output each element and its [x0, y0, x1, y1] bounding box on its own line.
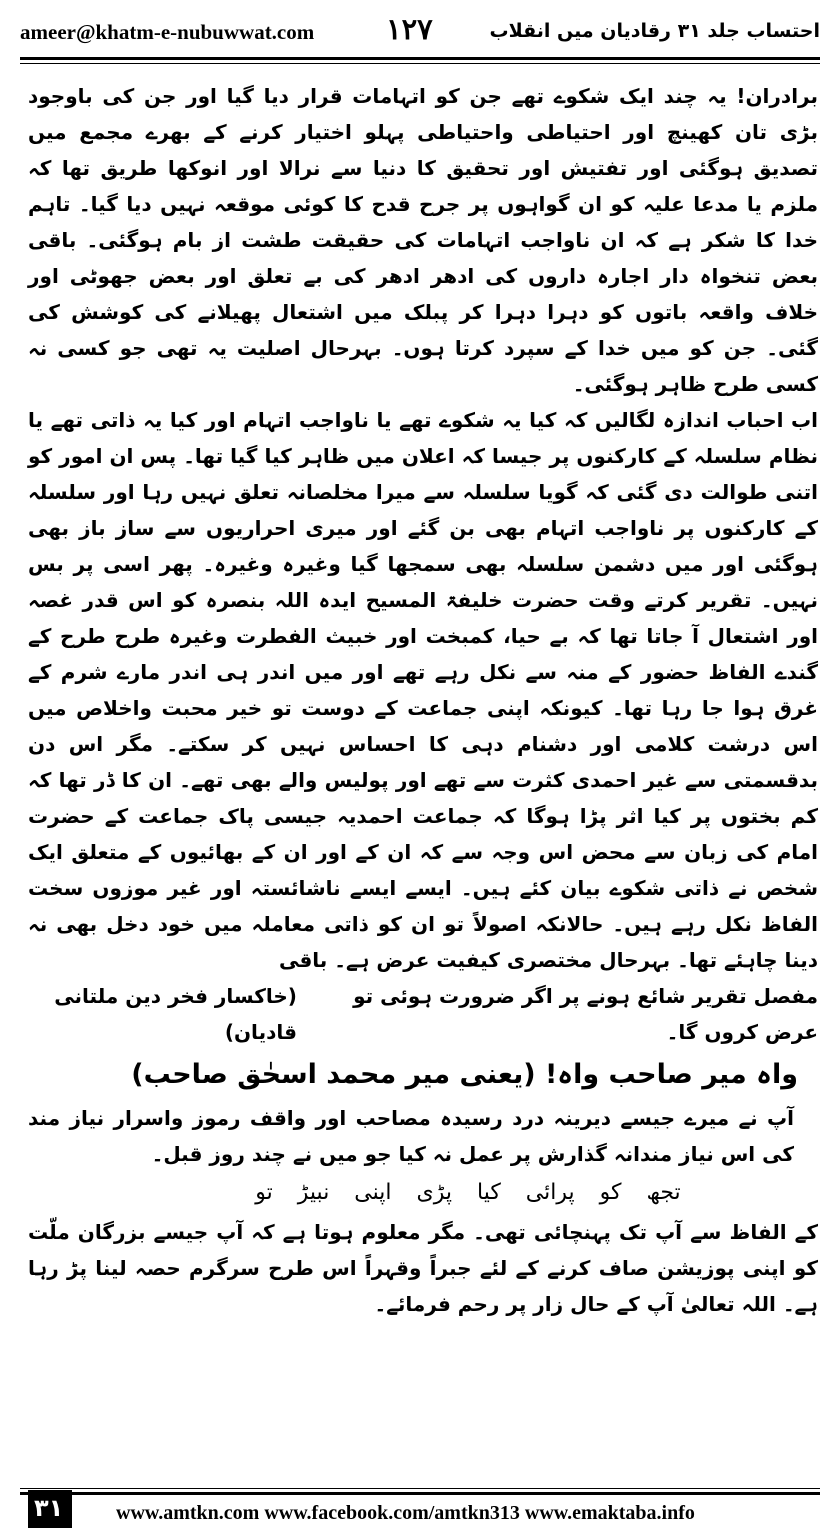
signature-row — [28, 978, 818, 1050]
header-book-title: احتساب جلد ۳۱ رقادیان میں انقلاب — [489, 20, 820, 42]
page-header — [20, 12, 820, 54]
header-email-link[interactable]: ameer@khatm-e-nubuwwat.com — [20, 20, 315, 44]
verse-line: تجھ کو پرائی کیا پڑی اپنی نبیڑ تو — [255, 1180, 681, 1205]
paragraph-1: برادران! یہ چند ایک شکوے تھے جن کو اتہامات قرار دیا گیا اور جن کی باوجود بڑی تان کھینچ اور احتیاطی واحتیاطی پہلو اختیار کرنے کے بھرے مجمع میں تصدیق ہوگئی اور تفتیش اور تحقیق کا دنیا سے نرالا اور انوکھا طریق تھا کہ ملزم یا مدعا علیہ کو ان گواہوں پر جرح قدح کا کوئی موقعہ نہیں دیا گیا۔ تاہم خدا کا شکر ہے کہ ان ناواجب اتہامات کی حقیقت طشت از بام ہوگئی۔ باقی بعض تنخواہ دار اجارہ داروں کی ادھر ادھر کی بے تعلق اور بعض جھوٹی اور خلاف واقعہ باتوں کو دہرا دہرا کر پبلک میں اشتعال پھیلانے کی کوشش کی گئی۔ جن کو میں خدا کے سپرد کرتا ہوں۔ بہرحال اصلیت یہ تھی جو کسی نہ کسی طرح ظاہر ہوگئی۔ — [28, 84, 818, 396]
paragraph-2: اب احباب اندازہ لگالیں کہ کیا یہ شکوے تھے یا ناواجب اتہام اور کیا یہ ذاتی تھے یا نظام سلسلہ کے کارکنوں پر جیسا کہ اعلان میں ظاہر کیا گیا تھا۔ پس ان امور کو اتنی طوالت دی گئی کہ گویا سلسلہ سے میرا مخلصانہ تعلق نہیں رہا اور سلسلہ کے کارکنوں پر ناواجب اتہام بھی بن گئے اور میری احراریوں سے ساز باز بھی ہوگئی اور میں دشمن سلسلہ بھی سمجھا گیا وغیرہ وغیرہ۔ پھر اسی پر بس نہیں۔ تقریر کرتے وقت حضرت خلیفۃ المسیح ایدہ اللہ بنصرہ کو اس قدر غصہ اور اشتعال آ جاتا تھا کہ بے حیا، کمبخت اور خبیث الفطرت وغیرہ طرح طرح کے گندے الفاظ حضور کے منہ سے نکل رہے تھے اور میں اندر ہی اندر مارے شرم کے غرق ہوا جا رہا تھا۔ کیونکہ اپنی جماعت کے دوست تو خیر محبت واخلاص میں اس درشت کلامی اور دشنام دہی کا احساس نہیں کر سکتے۔ مگر اس دن بدقسمتی سے غیر احمدی کثرت سے تھے اور پولیس والے بھی تھے۔ ان کا ڈر تھا کہ کم بختوں پر کیا اثر پڑا ہوگا کہ جماعت احمدیہ جیسی پاک جماعت کے حضرت امام کی زبان سے محض اس وجہ سے کہ ان کے اور ان کے بھائیوں کے متعلق ایک شخص نے ذاتی شکوے بیان کئے ہیں۔ ایسے ایسے ناشائستہ اور غیر موزوں سخت الفاظ نکل رہے ہیں۔ حالانکہ اصولاً تو ان کو ذاتی معاملہ میں خود دخل بھی نہ دینا چاہئے تھا۔ بہرحال مختصری کیفیت عرض ہے۔ باقی — [28, 408, 818, 972]
signature: (خاکسار فخر دین ملتانی قادیان) — [54, 984, 297, 1044]
footer-links[interactable]: www.amtkn.com www.facebook.com/amtkn313 www.emaktaba.info — [116, 1502, 695, 1524]
header-rule-thin — [20, 63, 820, 64]
section-heading: واہ میر صاحب واہ! (یعنی میر محمد اسحٰق صاحب) — [131, 1059, 798, 1090]
header-page-number: ۱۲۷ — [386, 12, 433, 46]
footer-rule-thick — [20, 1492, 820, 1495]
page-body — [28, 78, 818, 1322]
paragraph-4: کے الفاظ سے آپ تک پہنچائی تھی۔ مگر معلوم ہوتا ہے کہ آپ جیسے بزرگان ملّت کو اپنی پوزیشن صاف کرنے کے لئے جبراً وقہراً اس طرح سرگرم حصہ لینا پڑ رہا ہے۔ اللہ تعالیٰ آپ کے حال زار پر رحم فرمائے۔ — [28, 1220, 818, 1316]
paragraph-3: آپ نے میرے جیسے دیرینہ درد رسیدہ مصاحب اور واقف رموز واسرار نیاز مند کی اس نیاز مندانہ گذارش پر عمل نہ کیا جو میں نے چند روز قبل۔ — [28, 1106, 794, 1166]
header-rule-thick — [20, 57, 820, 60]
footer-page-number: ۳۱ — [34, 1494, 64, 1522]
paragraph-2-closing: مفصل تقریر شائع ہونے پر اگر ضرورت ہوئی تو عرض کروں گا۔ — [353, 984, 818, 1044]
footer-rule-thin — [20, 1488, 820, 1489]
